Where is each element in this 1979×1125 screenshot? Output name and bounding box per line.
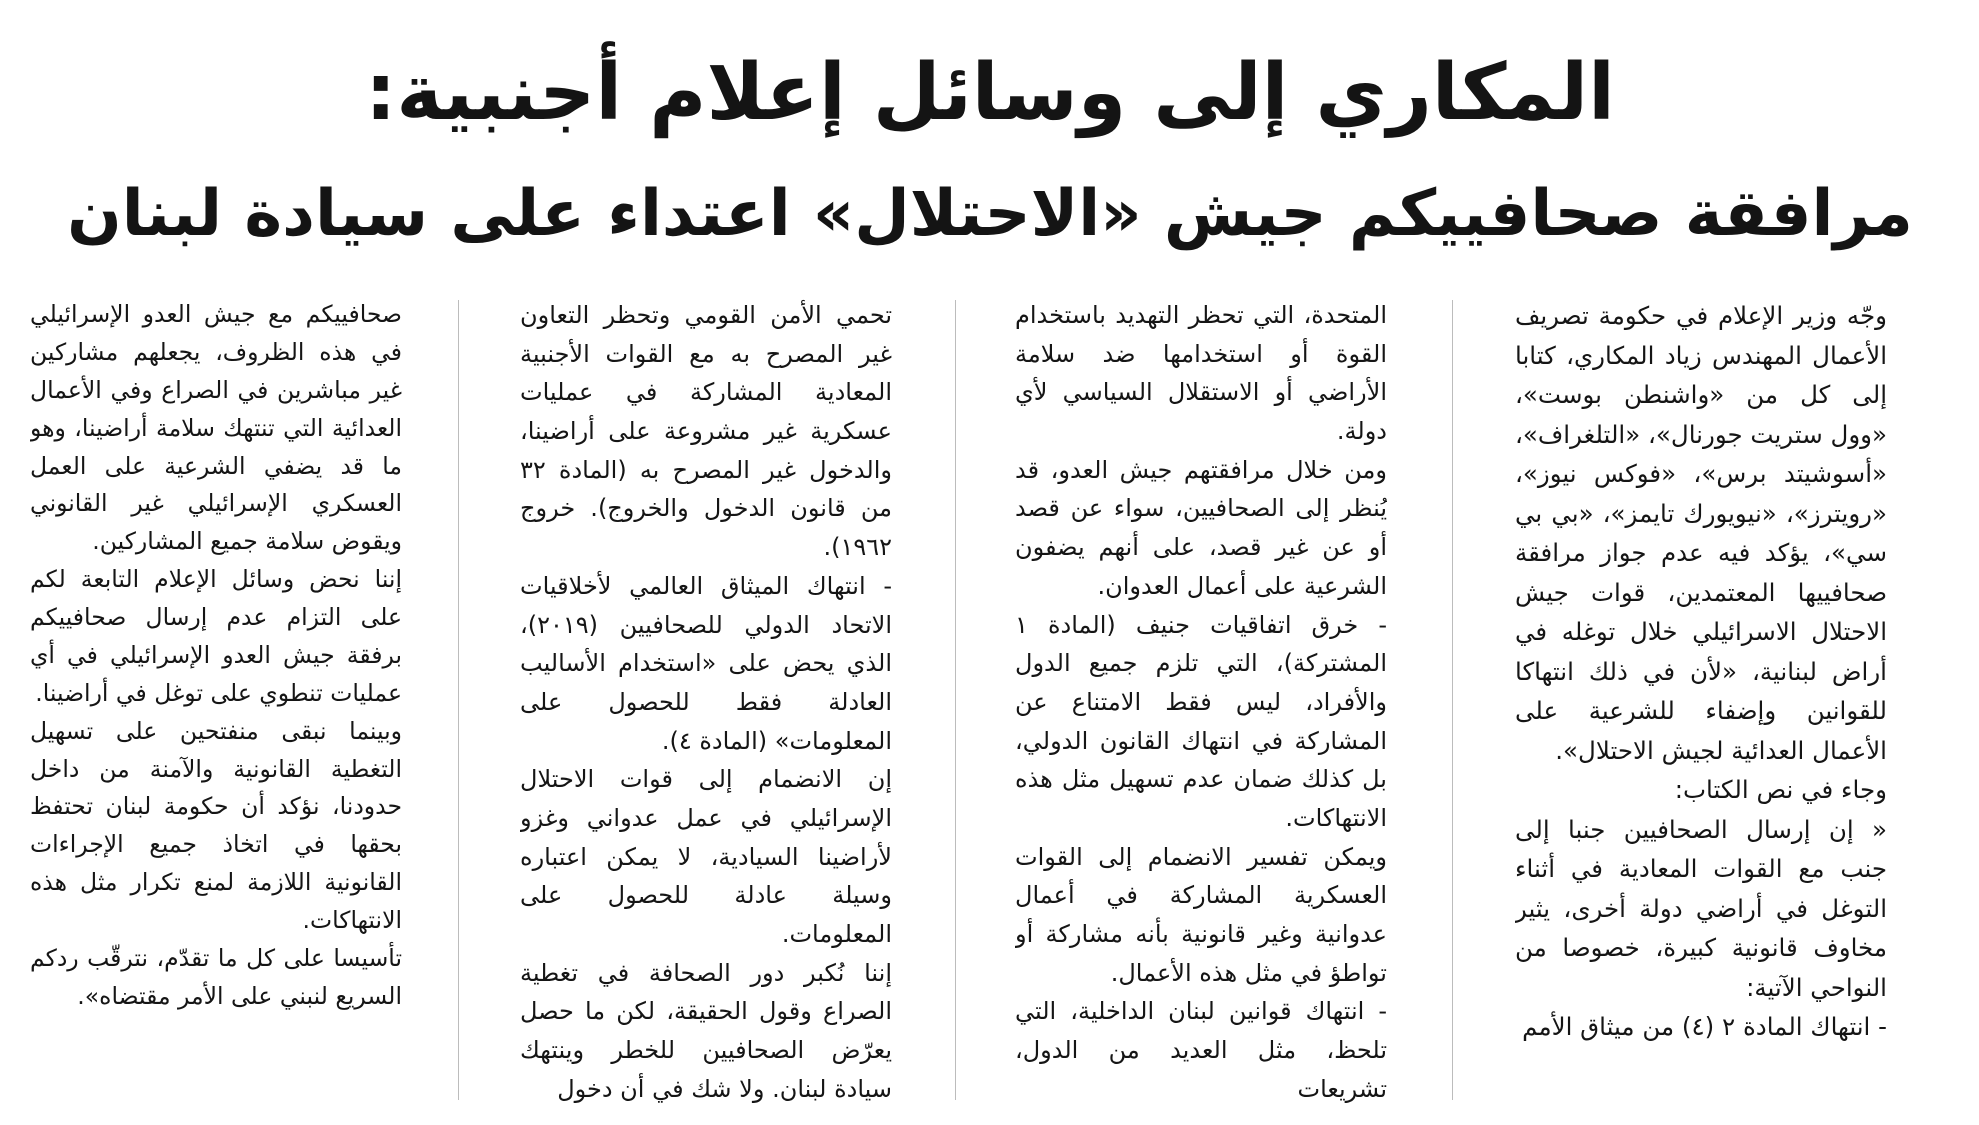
column-divider	[1452, 300, 1453, 1100]
paragraph: المتحدة، التي تحظر التهديد باستخدام القوة أو استخدامها ضد سلامة الأراضي أو الاستقلال السياسي لأي دولة.	[1015, 301, 1387, 446]
column-divider	[458, 300, 459, 1100]
article-column-2	[1015, 296, 1387, 1111]
column-divider	[955, 300, 956, 1100]
paragraph: إن الانضمام إلى قوات الاحتلال الإسرائيلي في عمل عدواني وغزو لأراضينا السيادية، لا يمكن اعتباره وسيلة عادلة للحصول على المعلومات.	[520, 765, 892, 948]
paragraph: - انتهاك المادة ٢ (٤) من ميثاق الأمم	[1522, 1012, 1887, 1041]
paragraph: وجّه وزير الإعلام في حكومة تصريف الأعمال المهندس زياد المكاري، كتابا إلى كل من «واشنطن بوست»، «وول ستريت جورنال»، «التلغراف»، «أسوشيتد برس»، «فوكس نيوز»، «رويترز»، «نيويورك تايمز»، «بي بي سي»، يؤكد فيه عدم جواز مرافقة صحافييها المعتمدين، قوات جيش الاحتلال الاسرائيلي خلال توغله في أراض لبنانية، «لأن في ذلك انتهاكا للقوانين وإضفاء للشرعية على الأعمال العدائية لجيش الاحتلال».	[1515, 301, 1887, 765]
headline-line-1: المكاري إلى وسائل إعلام أجنبية:	[365, 48, 1615, 138]
paragraph: « إن إرسال الصحافيين جنبا إلى جنب مع القوات المعادية في أثناء التوغل في أراضي دولة أخرى، يثير مخاوف قانونية كبيرة، خصوصا من النواحي الآتية:	[1515, 814, 1887, 1002]
paragraph: وجاء في نص الكتاب:	[1674, 775, 1887, 804]
article-column-4	[30, 296, 402, 1111]
article-column-3	[520, 296, 892, 1111]
paragraph: إننا نحض وسائل الإعلام التابعة لكم على التزام عدم إرسال صحافييكم برفقة جيش العدو الإسرائيلي في أي عمليات تنطوي على توغل في أراضينا.	[30, 565, 402, 707]
paragraph: - انتهاك الميثاق العالمي لأخلاقيات الاتحاد الدولي للصحافيين (٢٠١٩)، الذي يحض على «استخدام الأساليب العادلة فقط للحصول على المعلومات» (المادة ٤).	[520, 571, 892, 755]
paragraph: وبينما نبقى منفتحين على تسهيل التغطية القانونية والآمنة من داخل حدودنا، نؤكد أن حكومة لبنان تحتفظ بحقها في اتخاذ جميع الإجراءات القانونية اللازمة لمنع تكرار مثل هذه الانتهاكات.	[30, 716, 402, 934]
paragraph: صحافييكم مع جيش العدو الإسرائيلي في هذه الظروف، يجعلهم مشاركين غير مباشرين في الصراع وفي الأعمال العدائية التي تنتهك سلامة أراضينا، وهو ما قد يضفي الشرعية على العمل العسكري الإسرائيلي غير القانوني ويقوض سلامة جميع المشاركين.	[30, 300, 402, 556]
paragraph: تأسيسا على كل ما تقدّم، نترقّب ردكم السريع لنبني على الأمر مقتضاه».	[30, 943, 402, 1010]
paragraph: - انتهاك قوانين لبنان الداخلية، التي تلحظ، مثل العديد من الدول، تشريعات	[1015, 997, 1387, 1103]
headline-line-2: مرافقة صحافييكم جيش «الاحتلال» اعتداء على سيادة لبنان	[67, 177, 1913, 251]
paragraph: إننا نُكبر دور الصحافة في تغطية الصراع وقول الحقيقة، لكن ما حصل يعرّض الصحافيين للخطر وينتهك سيادة لبنان. ولا شك في أن دخول	[520, 958, 892, 1103]
paragraph: - خرق اتفاقيات جنيف (المادة ١ المشتركة)، التي تلزم جميع الدول والأفراد، ليس فقط الامتناع عن المشاركة في انتهاك القانون الدولي، بل كذلك ضمان عدم تسهيل مثل هذه الانتهاكات.	[1015, 610, 1387, 832]
paragraph: ويمكن تفسير الانضمام إلى القوات العسكرية المشاركة في أعمال عدوانية وغير قانونية بأنه مشاركة أو تواطؤ في مثل هذه الأعمال.	[1015, 842, 1387, 987]
article-column-1	[1515, 296, 1887, 1111]
paragraph: ومن خلال مرافقتهم جيش العدو، قد يُنظر إلى الصحافيين، سواء عن قصد أو عن غير قصد، على أنهم يضفون الشرعية على أعمال العدوان.	[1015, 455, 1387, 600]
paragraph: تحمي الأمن القومي وتحظر التعاون غير المصرح به مع القوات الأجنبية المعادية المشاركة في عمليات عسكرية غير مشروعة على أراضينا، والدخول غير المصرح به (المادة ٣٢ من قانون الدخول والخروج). خروج ١٩٦٢).	[520, 301, 892, 562]
